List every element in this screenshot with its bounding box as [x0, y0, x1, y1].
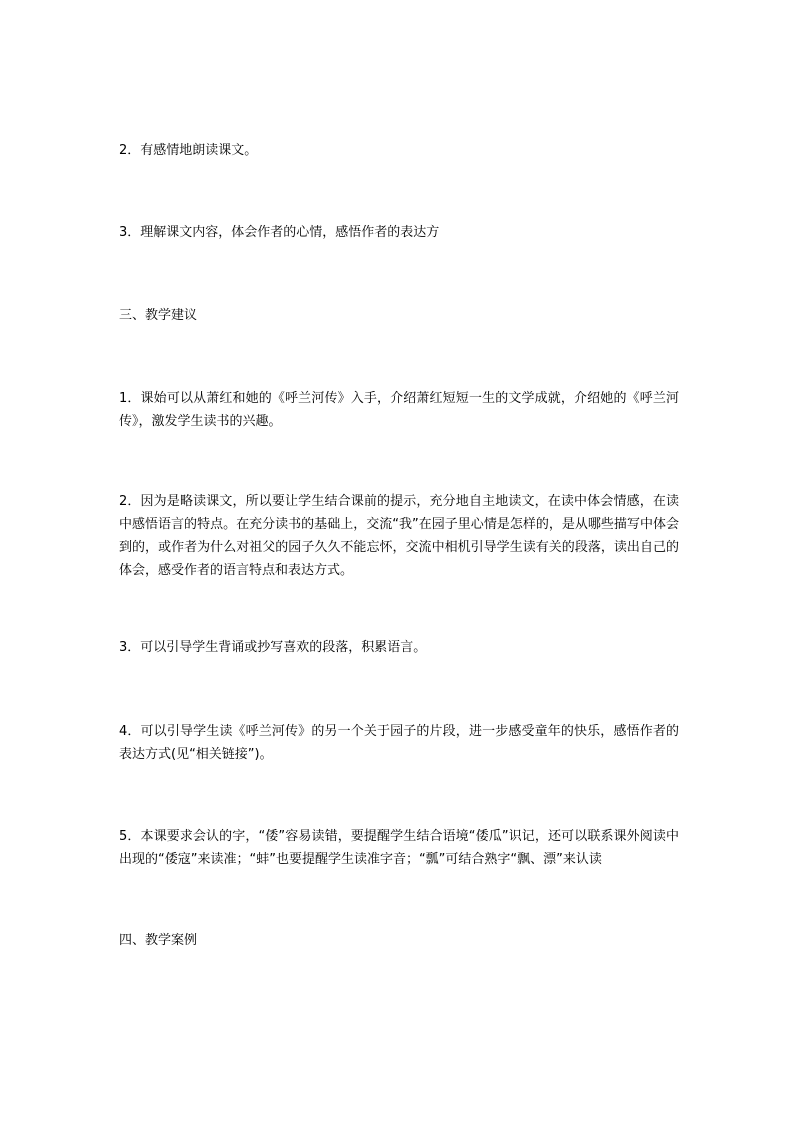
- section-heading-teaching-suggestions: 三、教学建议: [119, 308, 198, 323]
- suggestion-2: 2．因为是略读课文，所以要让学生结合课前的提示，充分地自主地读文，在读中体会情感，在读中感悟语言的特点。在充分读书的基础上，交流“我”在园子里心情是怎样的，是从哪些描写中体会到的，或作者为什么对祖父的园子久久不能忘怀，交流中相机引导学生读有关的段落，读出自己的体会，感受作者的语言特点和表达方式。: [119, 494, 679, 578]
- section-heading-teaching-cases: 四、教学案例: [119, 933, 198, 948]
- objective-2: 2．有感情地朗读课文。: [119, 143, 258, 158]
- suggestion-5: 5．本课要求会认的字，“倭”容易读错，要提醒学生结合语境“倭瓜”识记，还可以联系课外阅读中出现的“倭寇”来读准；“蚌”也要提醒学生读准字音；“瓢”可结合熟字“飘、漂”来认读: [119, 829, 679, 867]
- suggestion-1: 1．课始可以从萧红和她的《呼兰河传》入手，介绍萧红短短一生的文学成就，介绍她的《呼兰河传》，激发学生读书的兴趣。: [119, 391, 679, 429]
- suggestion-3: 3．可以引导学生背诵或抄写喜欢的段落，积累语言。: [119, 640, 427, 655]
- objective-3: 3．理解课文内容，体会作者的心情，感悟作者的表达方: [119, 225, 440, 240]
- suggestion-4: 4．可以引导学生读《呼兰河传》的另一个关于园子的片段，进一步感受童年的快乐，感悟作者的表达方式(见“相关链接”)。: [119, 724, 679, 762]
